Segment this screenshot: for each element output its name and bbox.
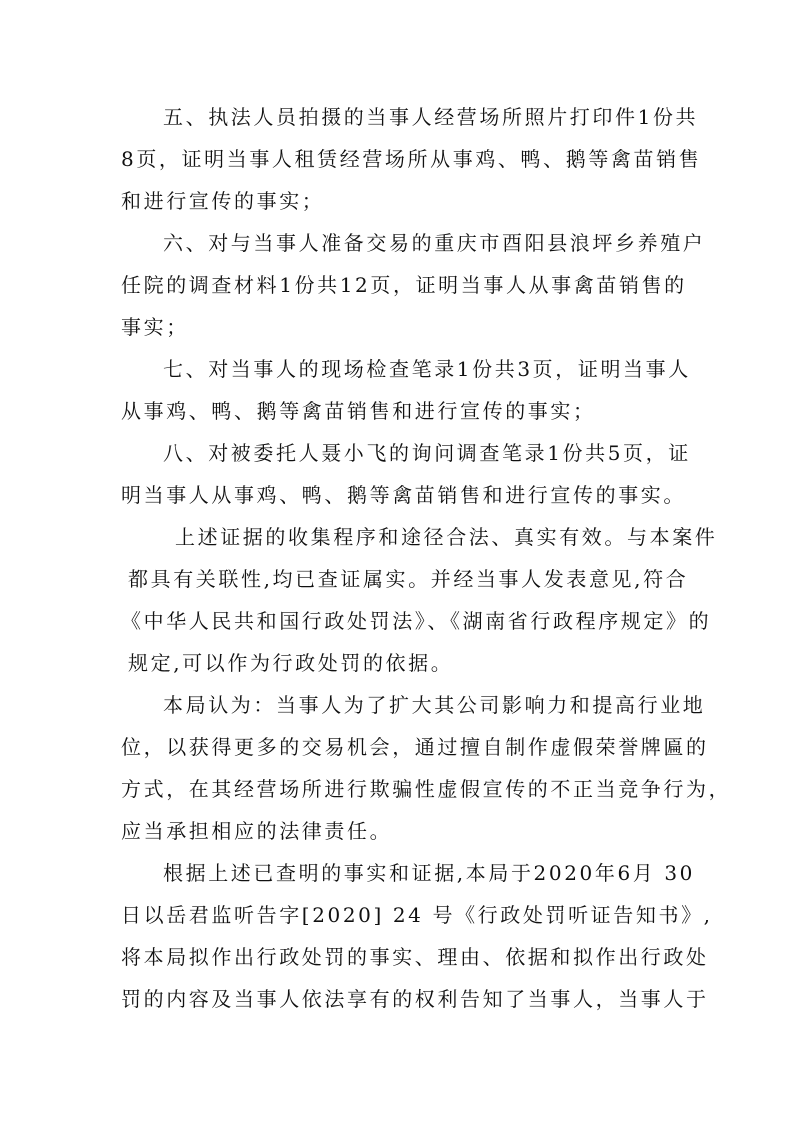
paragraph-evidence-5-line-3: 和进行宣传的事实； bbox=[121, 189, 325, 213]
paragraph-evidence-summary-line-3: 《中华人民共和国行政处罚法》、《湖南省行政程序规定》的 bbox=[121, 609, 712, 633]
paragraph-notice-line-1: 根据上述已查明的事实和证据,本局于2020年6月 30 bbox=[163, 861, 695, 885]
paragraph-evidence-5-line-1: 五、执法人员拍摄的当事人经营场所照片打印件1份共 bbox=[163, 105, 699, 129]
paragraph-conclusion-line-4: 应当承担相应的法律责任。 bbox=[121, 819, 393, 843]
paragraph-evidence-6-line-3: 事实； bbox=[121, 315, 189, 339]
paragraph-evidence-summary-line-2: 都具有关联性,均已查证属实。并经当事人发表意见,符合 bbox=[128, 567, 689, 591]
paragraph-evidence-7-line-1: 七、对当事人的现场检查笔录1份共3页，证明当事人 bbox=[163, 357, 691, 381]
paragraph-evidence-summary-line-1: 上述证据的收集程序和途径合法、真实有效。与本案件 bbox=[175, 525, 718, 549]
paragraph-notice-line-4: 罚的内容及当事人依法享有的权利告知了当事人，当事人于 bbox=[121, 987, 709, 1011]
paragraph-conclusion-line-3: 方式，在其经营场所进行欺骗性虚假宣传的不正当竞争行为， bbox=[121, 777, 732, 801]
paragraph-evidence-summary-line-4: 规定,可以作为行政处罚的依据。 bbox=[128, 651, 454, 675]
paragraph-conclusion-line-2: 位，以获得更多的交易机会，通过擅自制作虚假荣誉牌匾的 bbox=[121, 735, 709, 759]
paragraph-evidence-6-line-1: 六、对与当事人准备交易的重庆市酉阳县浪坪乡养殖户 bbox=[163, 231, 706, 255]
paragraph-evidence-6-line-2: 任院的调查材料1份共12页，证明当事人从事禽苗销售的 bbox=[121, 273, 687, 297]
paragraph-evidence-8-line-2: 明当事人从事鸡、鸭、鹅等禽苗销售和进行宣传的事实。 bbox=[121, 483, 686, 507]
paragraph-evidence-5-line-2: 8页，证明当事人租赁经营场所从事鸡、鸭、鹅等禽苗销售 bbox=[121, 147, 702, 171]
paragraph-notice-line-2: 日以岳君监听告字[2020] 24 号《行政处罚听证告知书》, bbox=[121, 903, 713, 927]
paragraph-evidence-7-line-2: 从事鸡、鸭、鹅等禽苗销售和进行宣传的事实； bbox=[121, 399, 596, 423]
paragraph-conclusion-line-1: 本局认为：当事人为了扩大其公司影响力和提高行业地 bbox=[163, 693, 706, 717]
paragraph-evidence-8-line-1: 八、对被委托人聂小飞的询问调查笔录1份共5页，证 bbox=[163, 441, 691, 465]
paragraph-notice-line-3: 将本局拟作出行政处罚的事实、理由、依据和拟作出行政处 bbox=[121, 945, 709, 969]
